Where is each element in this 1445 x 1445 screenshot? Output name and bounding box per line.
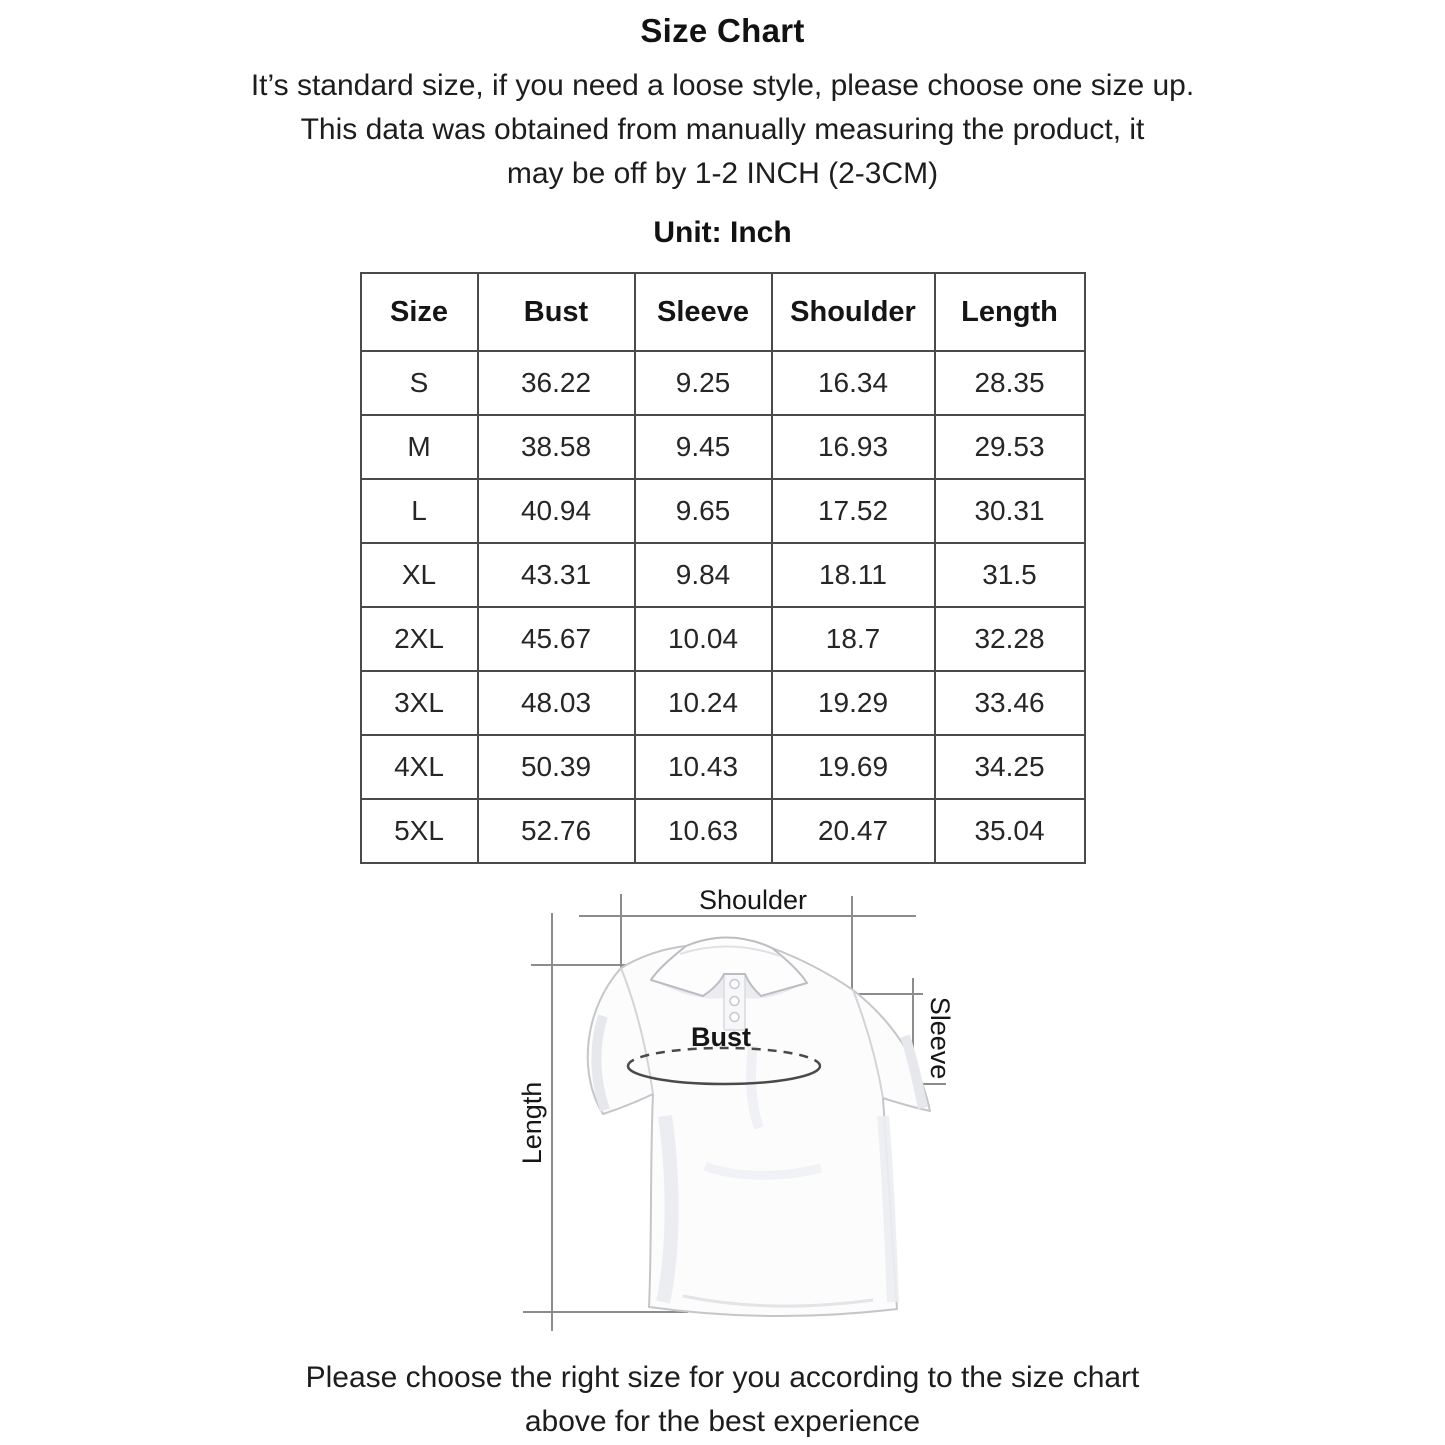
measure-cell: 9.65 (635, 479, 772, 543)
measure-cell: 34.25 (935, 735, 1085, 799)
measure-cell: 9.84 (635, 543, 772, 607)
table-row (361, 479, 1085, 543)
header-row (361, 273, 1085, 351)
size-cell: L (361, 479, 478, 543)
size-cell: 5XL (361, 799, 478, 863)
measure-cell: 35.04 (935, 799, 1085, 863)
intro-text (0, 64, 1445, 196)
button (730, 1013, 739, 1022)
measure-cell: 9.45 (635, 415, 772, 479)
size-cell: XL (361, 543, 478, 607)
measure-cell: 19.69 (772, 735, 935, 799)
button (730, 997, 739, 1006)
sleeve-label: Sleeve (924, 996, 955, 1080)
size-cell: M (361, 415, 478, 479)
measure-cell: 16.93 (772, 415, 935, 479)
measure-cell: 52.76 (478, 799, 635, 863)
footer-line: Please choose the right size for you according to the size chart (305, 1361, 1140, 1394)
column-header: Sleeve (635, 273, 772, 351)
measure-cell: 10.43 (635, 735, 772, 799)
size-table (360, 272, 1086, 864)
measure-cell: 40.94 (478, 479, 635, 543)
measure-cell: 36.22 (478, 351, 635, 415)
measure-cell: 17.52 (772, 479, 935, 543)
table-row (361, 543, 1085, 607)
measure-cell: 16.34 (772, 351, 935, 415)
column-header: Shoulder (772, 273, 935, 351)
table-body (361, 351, 1085, 863)
button (730, 980, 739, 989)
measure-cell: 43.31 (478, 543, 635, 607)
unit-label: Unit: Inch (653, 216, 792, 249)
size-cell: 3XL (361, 671, 478, 735)
size-cell: 4XL (361, 735, 478, 799)
measure-cell: 38.58 (478, 415, 635, 479)
footer-note (0, 1356, 1445, 1444)
table-row (361, 735, 1085, 799)
measure-cell: 20.47 (772, 799, 935, 863)
measure-cell: 45.67 (478, 607, 635, 671)
column-header: Bust (478, 273, 635, 351)
measure-cell: 18.7 (772, 607, 935, 671)
shirt-measurement-diagram (453, 866, 993, 1346)
column-header: Size (361, 273, 478, 351)
shirt-diagram-svg (453, 866, 993, 1346)
measure-cell: 10.04 (635, 607, 772, 671)
bust-label: Bust (690, 1022, 751, 1052)
shoulder-label: Shoulder (698, 885, 807, 915)
column-header: Length (935, 273, 1085, 351)
table-row (361, 607, 1085, 671)
measure-cell: 19.29 (772, 671, 935, 735)
measure-cell: 33.46 (935, 671, 1085, 735)
measure-cell: 10.24 (635, 671, 772, 735)
measure-cell: 29.53 (935, 415, 1085, 479)
table-row (361, 671, 1085, 735)
measure-cell: 48.03 (478, 671, 635, 735)
measure-cell: 9.25 (635, 351, 772, 415)
measure-cell: 10.63 (635, 799, 772, 863)
measure-cell: 31.5 (935, 543, 1085, 607)
measure-cell: 30.31 (935, 479, 1085, 543)
size-cell: S (361, 351, 478, 415)
table-row (361, 351, 1085, 415)
length-label: Length (516, 1081, 547, 1165)
footer-line: above for the best experience (524, 1405, 921, 1438)
measure-cell: 28.35 (935, 351, 1085, 415)
size-cell: 2XL (361, 607, 478, 671)
intro-line: This data was obtained from manually measuring the product, it (300, 113, 1145, 146)
page-title: Size Chart (640, 12, 805, 49)
table-row (361, 415, 1085, 479)
measure-cell: 50.39 (478, 735, 635, 799)
table-row (361, 799, 1085, 863)
intro-line: It’s standard size, if you need a loose style, please choose one size up. (250, 69, 1195, 102)
measure-cell: 18.11 (772, 543, 935, 607)
measure-cell: 32.28 (935, 607, 1085, 671)
intro-line: may be off by 1-2 INCH (2-3CM) (506, 157, 939, 190)
